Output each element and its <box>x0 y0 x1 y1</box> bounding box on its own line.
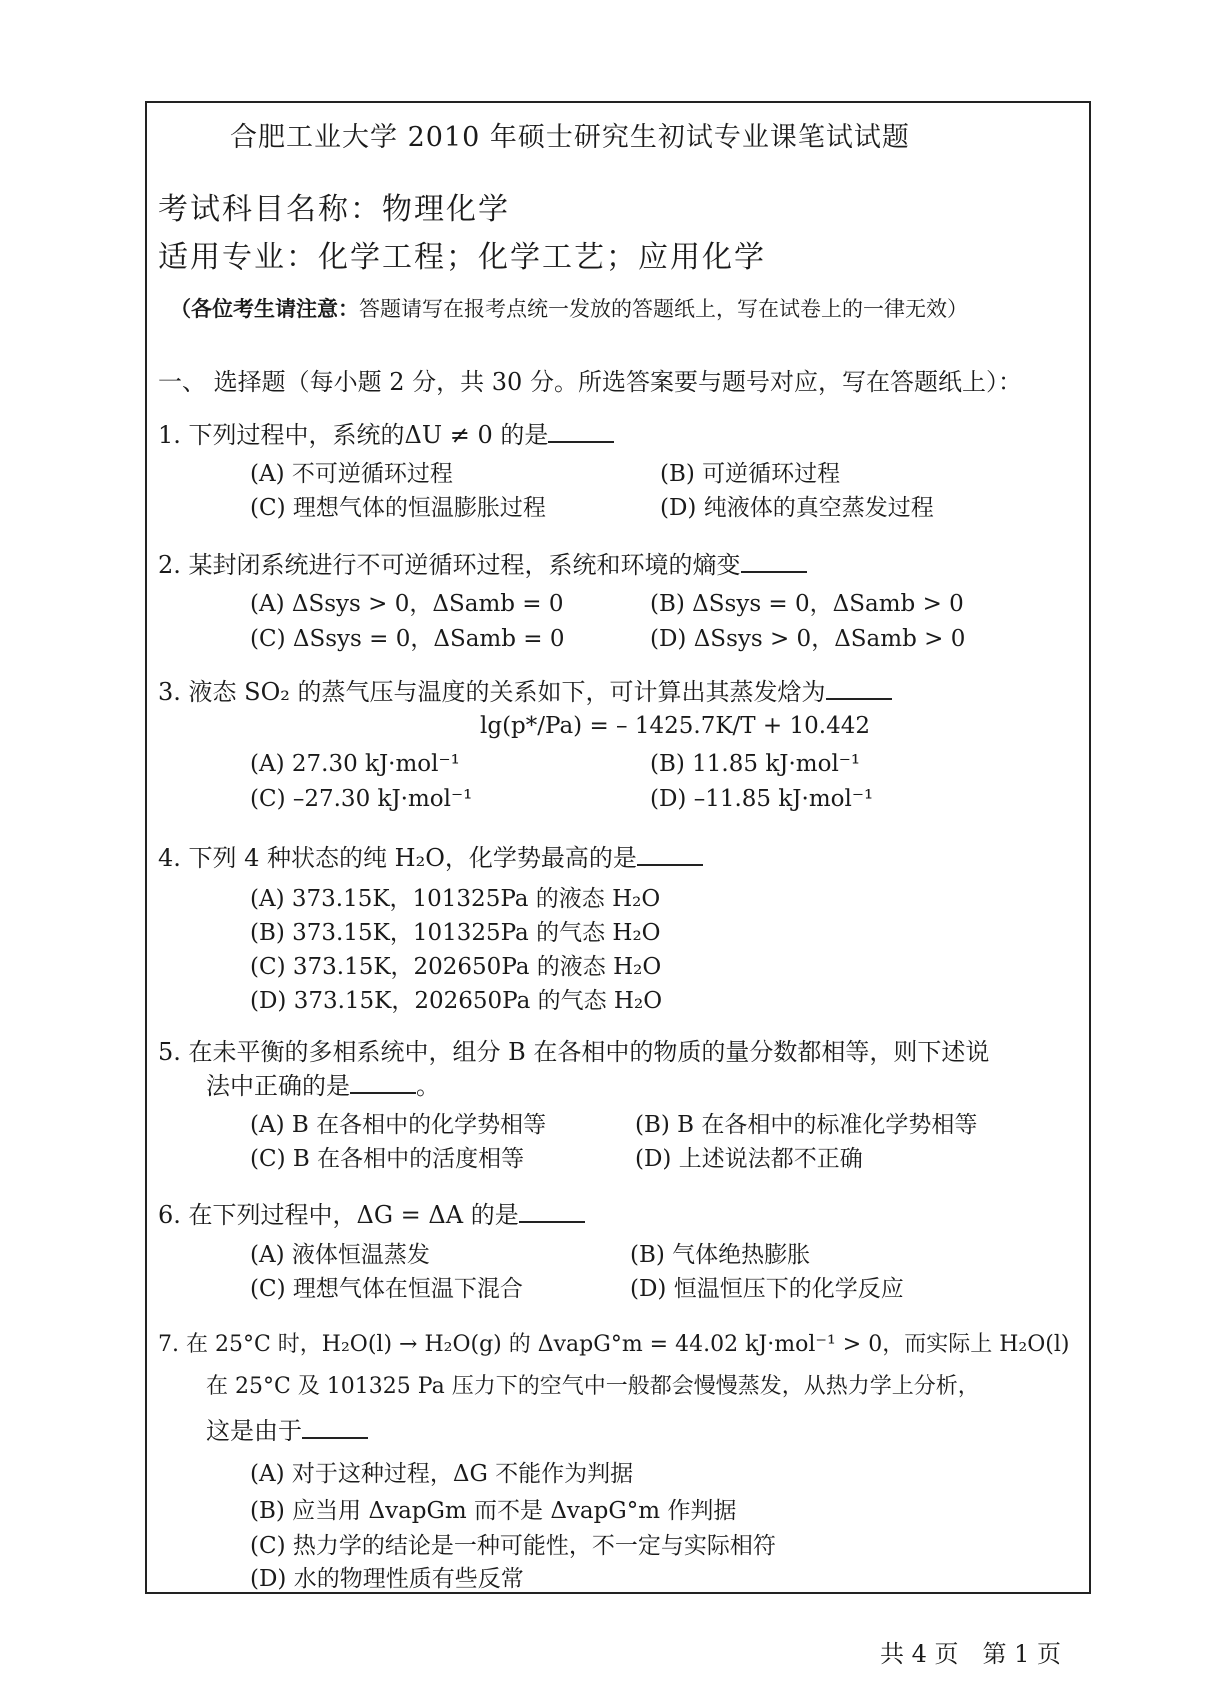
question-stem: 1. 下列过程中，系统的ΔU ≠ 0 的是 <box>158 421 549 449</box>
option: (C) 373.15K，202650Pa 的液态 H₂O <box>250 954 662 980</box>
option: (A) 373.15K，101325Pa 的液态 H₂O <box>250 886 661 912</box>
question-stem: 法中正确的是 <box>206 1072 350 1100</box>
option: (B) B 在各相中的标准化学势相等 <box>635 1112 978 1138</box>
option: (D) 373.15K，202650Pa 的气态 H₂O <box>250 988 663 1014</box>
notice <box>170 293 968 323</box>
option: (B) 应当用 ΔvapGm 而不是 ΔvapG°m 作判据 <box>250 1498 737 1524</box>
option: (A) 不可逆循环过程 <box>250 461 453 487</box>
answer-blank <box>350 1072 416 1094</box>
question-7-cont: 在 25°C 及 101325 Pa 压力下的空气中一般都会慢慢蒸发，从热力学上分析， <box>206 1374 980 1399</box>
majors-line: 适用专业：化学工程；化学工艺；应用化学 <box>158 240 766 275</box>
answer-blank <box>826 678 892 700</box>
option: (C) 热力学的结论是一种可能性，不一定与实际相符 <box>250 1533 776 1559</box>
option: (A) 液体恒温蒸发 <box>250 1242 430 1268</box>
question-4 <box>158 838 703 873</box>
option: (A) 对于这种过程，ΔG 不能作为判据 <box>250 1461 634 1487</box>
question-stem: 6. 在下列过程中，ΔG = ΔA 的是 <box>158 1201 519 1229</box>
option: (D) 恒温恒压下的化学反应 <box>630 1276 904 1302</box>
question-1 <box>158 415 614 450</box>
answer-blank <box>302 1417 368 1439</box>
question-stem: 4. 下列 4 种状态的纯 H₂O，化学势最高的是 <box>158 844 637 872</box>
option: (A) ΔSsys > 0，ΔSamb = 0 <box>250 591 564 617</box>
question-stem: 这是由于 <box>206 1417 302 1445</box>
option: (C) 理想气体在恒温下混合 <box>250 1276 523 1302</box>
question-7: 7. 在 25°C 时，H₂O(l) → H₂O(g) 的 ΔvapG°m = 44.02 kJ·mol⁻¹ > 0，而实际上 H₂O(l) <box>158 1332 1070 1357</box>
page-footer: 共 4 页 第 1 页 <box>880 1640 1062 1668</box>
question-6 <box>158 1195 585 1230</box>
question-stem: 2. 某封闭系统进行不可逆循环过程，系统和环境的熵变 <box>158 551 741 579</box>
option: (B) ΔSsys = 0，ΔSamb > 0 <box>650 591 964 617</box>
answer-blank <box>548 421 614 443</box>
option: (D) ΔSsys > 0，ΔSamb > 0 <box>650 626 966 652</box>
option: (D) 水的物理性质有些反常 <box>250 1566 524 1592</box>
answer-blank <box>519 1201 585 1223</box>
question-5-cont: 法中正确的是 。 <box>206 1072 440 1100</box>
option: (B) 373.15K，101325Pa 的气态 H₂O <box>250 920 661 946</box>
option: (A) 27.30 kJ·mol⁻¹ <box>250 751 460 777</box>
question-7-cont2 <box>206 1411 368 1446</box>
formula: lg(p*/Pa) = – 1425.7K/T + 10.442 <box>480 713 870 739</box>
answer-blank <box>741 551 807 573</box>
notice-label: （各位考生请注意： <box>170 297 359 321</box>
option: (D) 上述说法都不正确 <box>635 1146 863 1172</box>
option: (C) B 在各相中的活度相等 <box>250 1146 525 1172</box>
question-2 <box>158 545 807 580</box>
section-heading: 一、 选择题（每小题 2 分，共 30 分。所选答案要与题号对应，写在答题纸上）： <box>158 368 1022 396</box>
page-title: 合肥工业大学 2010 年硕士研究生初试专业课笔试试题 <box>230 122 910 153</box>
answer-blank <box>637 844 703 866</box>
option: (B) 11.85 kJ·mol⁻¹ <box>650 751 861 777</box>
option: (D) –11.85 kJ·mol⁻¹ <box>650 786 874 812</box>
option: (C) 理想气体的恒温膨胀过程 <box>250 495 546 521</box>
question-5: 5. 在未平衡的多相系统中，组分 B 在各相中的物质的量分数都相等，则下述说 <box>158 1038 990 1066</box>
option: (C) ΔSsys = 0，ΔSamb = 0 <box>250 626 565 652</box>
option: (C) –27.30 kJ·mol⁻¹ <box>250 786 473 812</box>
question-stem: 3. 液态 SO₂ 的蒸气压与温度的关系如下，可计算出其蒸发焓为 <box>158 678 826 706</box>
subject-line: 考试科目名称：物理化学 <box>158 192 510 227</box>
option: (A) B 在各相中的化学势相等 <box>250 1112 547 1138</box>
option: (D) 纯液体的真空蒸发过程 <box>660 495 934 521</box>
notice-text: 答题请写在报考点统一发放的答题纸上，写在试卷上的一律无效） <box>359 297 968 321</box>
question-3 <box>158 672 892 707</box>
option: (B) 可逆循环过程 <box>660 461 841 487</box>
option: (B) 气体绝热膨胀 <box>630 1242 811 1268</box>
